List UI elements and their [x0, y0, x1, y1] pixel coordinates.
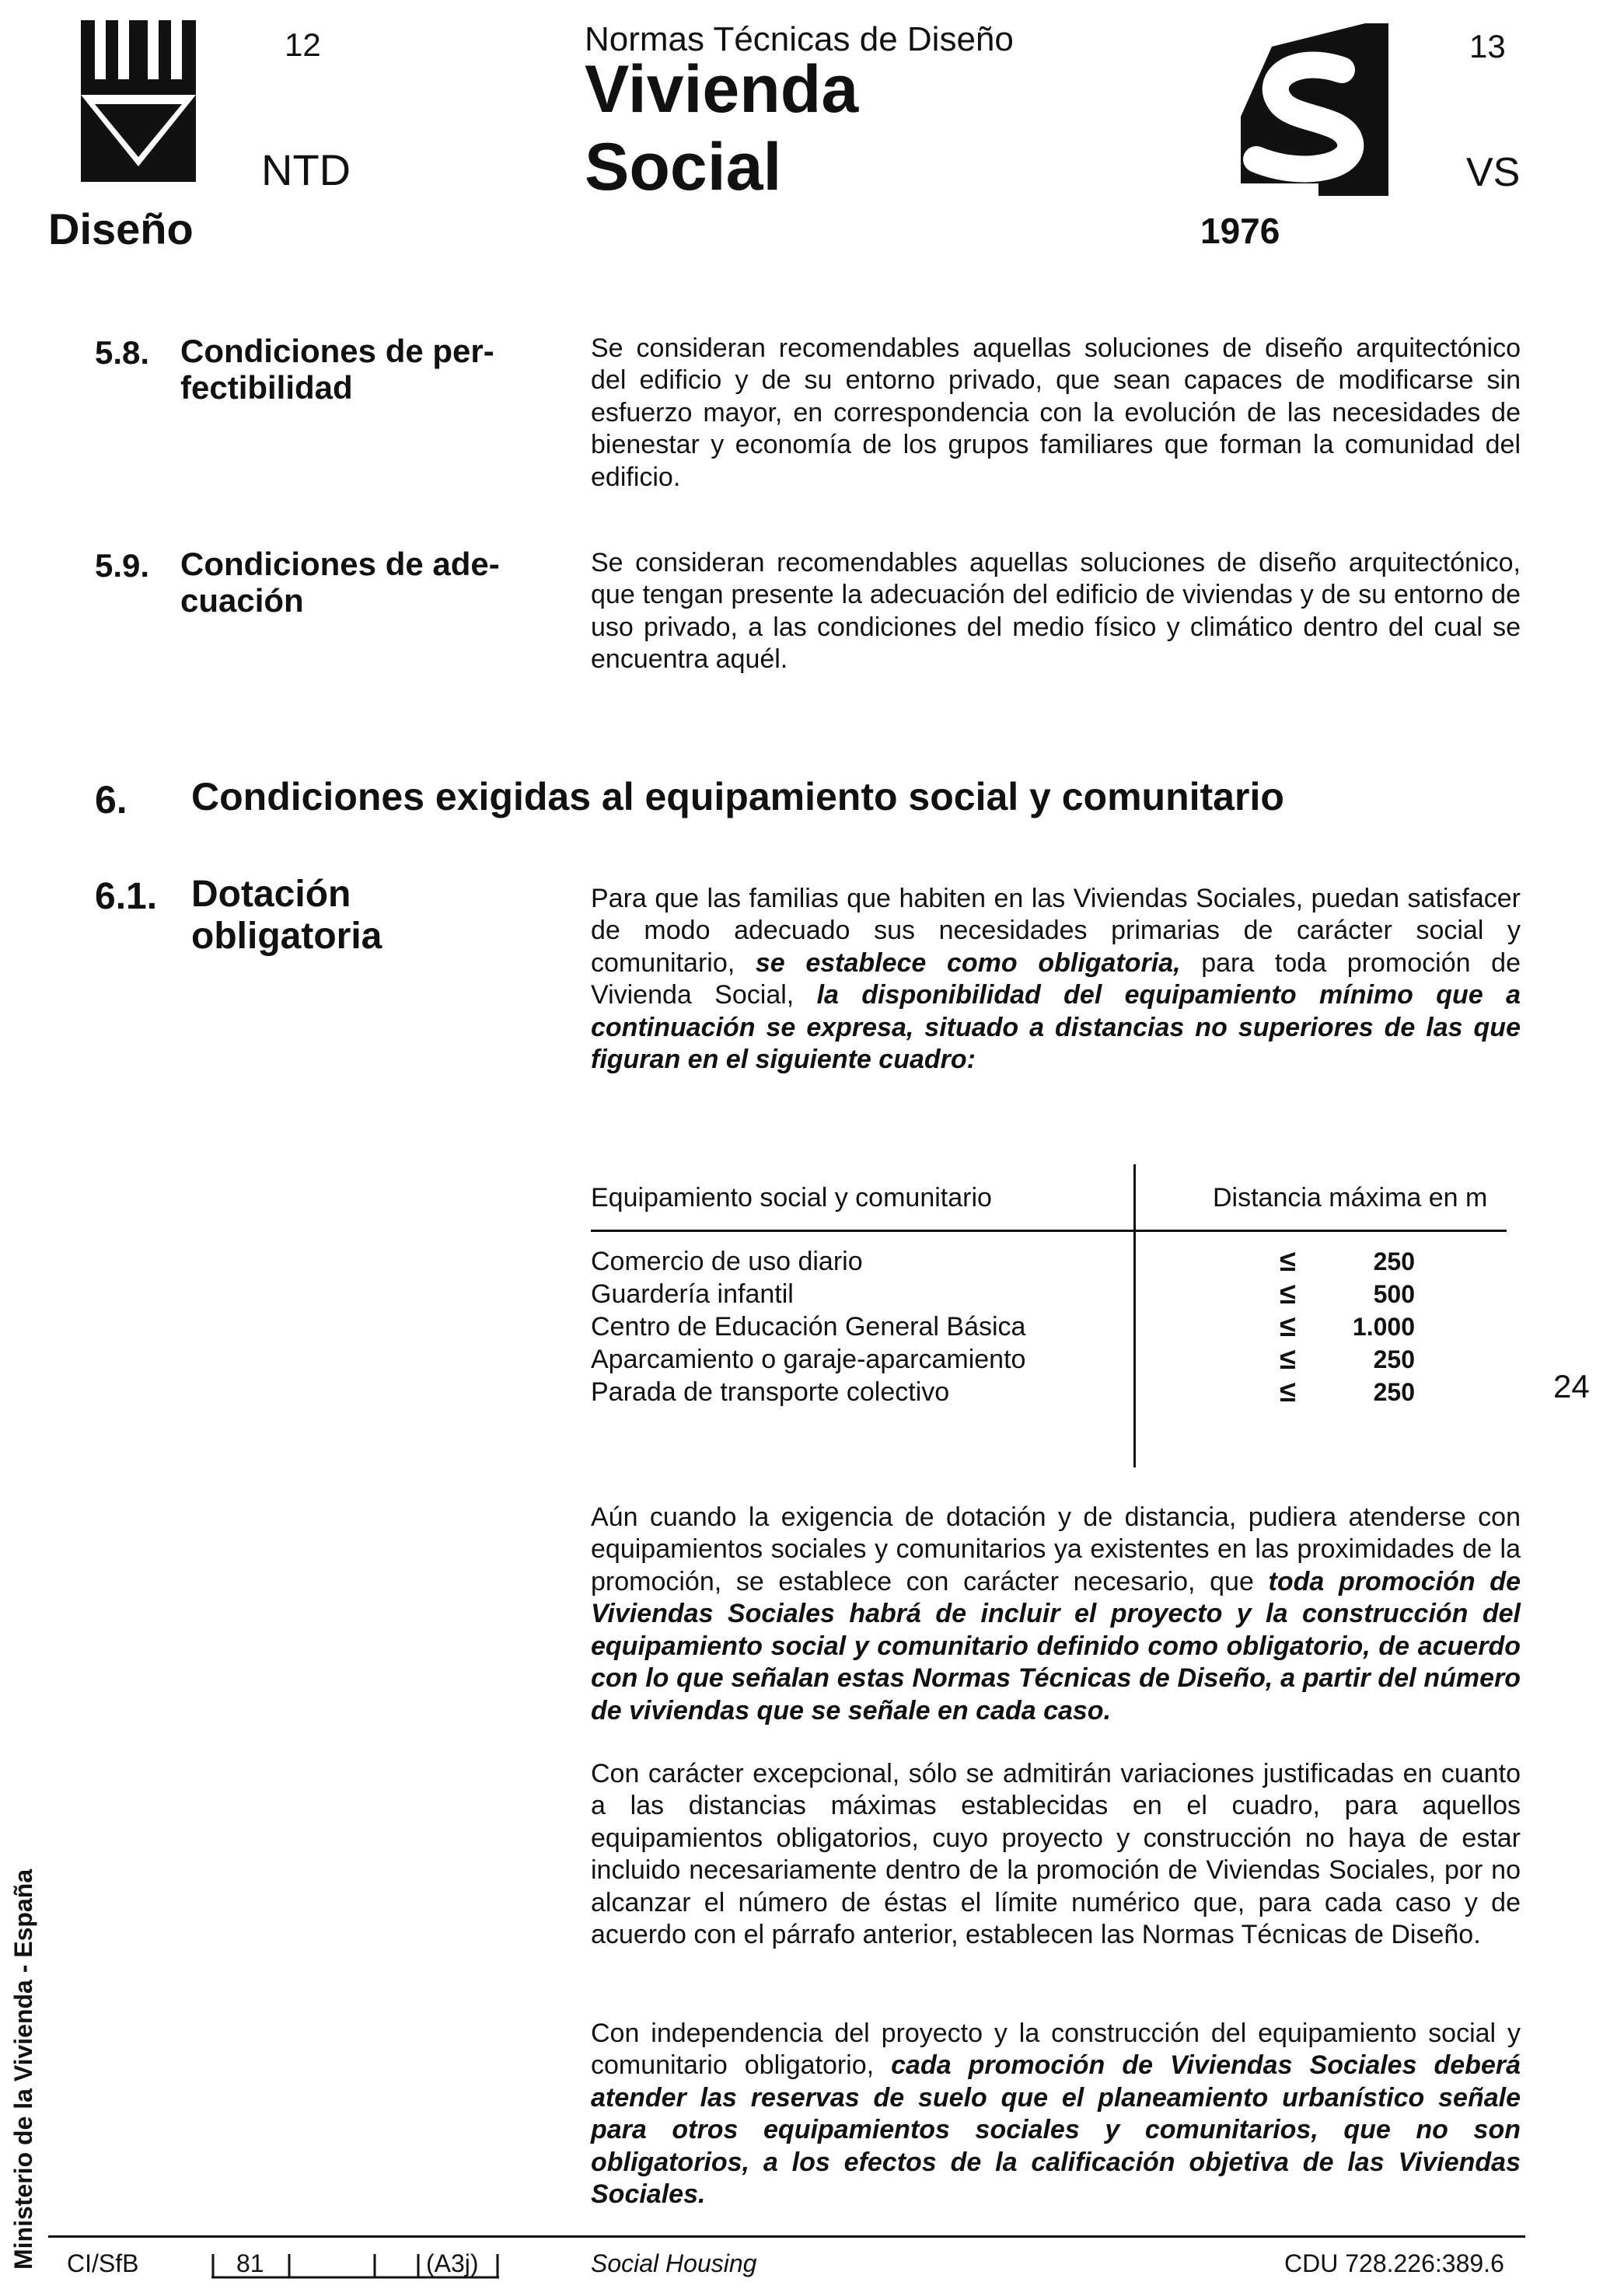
side-page-number: 24 — [1553, 1368, 1590, 1404]
section-5-9-title-line-2: cuación — [180, 582, 304, 619]
section-5-8-number: 5.8. — [95, 334, 150, 371]
table-column-divider — [1133, 1164, 1136, 1467]
paragraph-4 — [591, 2018, 1521, 2211]
document-title-line-1: Vivienda — [585, 52, 859, 127]
section-5-9-body: Se consideran recomendables aquellas soluciones de diseño arquitectónico, que tengan presente la adecuación del edificio de viviendas y de su entorno de uso privado, a las condiciones del medio físico y climático dentro del cual se encuentra aquél. — [591, 548, 1521, 675]
footer-cdu: CDU 728.226:389.6 — [1284, 2249, 1504, 2277]
table-row-operator: ≤ — [1280, 1278, 1296, 1310]
footer-rule — [48, 2235, 1525, 2238]
table-row-operator: ≤ — [1280, 1310, 1296, 1343]
table-row-name: Guardería infantil — [591, 1279, 794, 1309]
ntd-label: NTD — [261, 145, 351, 194]
footer-social-housing: Social Housing — [591, 2249, 757, 2277]
p1-emphasis-b: se establece como obligatoria, — [755, 947, 1181, 978]
section-5-8-title-line-2: fectibilidad — [180, 369, 353, 407]
diseno-label: Diseño — [48, 204, 194, 253]
table-operator-column — [1280, 1245, 1296, 1408]
table-equipment-column — [591, 1245, 1025, 1408]
section-5-8-title-line-1: Condiciones de per- — [180, 333, 494, 369]
footer-cisfb: CI/SfB — [67, 2249, 139, 2277]
footer-code-1: 81 — [236, 2249, 264, 2277]
paragraph-3: Con carácter excepcional, sólo se admitirán variaciones justificadas en cuanto a las distancias máximas establecidas en el cuadro, para aquellos equipamientos obligatorios, cuyo proyecto y construcción no haya de estar incluido necesariamente dentro de la promoción de Viviendas Sociales, por no alcanzar el número de éstas el límite numérico que, para cada caso y de acuerdo con el párrafo anterior, establecen las Normas Técnicas de Diseño. — [591, 1759, 1521, 1950]
vs-label: VS — [1466, 150, 1521, 195]
series-title: Normas Técnicas de Diseño — [585, 20, 1014, 58]
table-row-operator: ≤ — [1280, 1245, 1296, 1278]
footer-code-2: (A3j) — [426, 2249, 479, 2277]
paragraph-2 — [591, 1502, 1521, 1727]
table-row-operator: ≤ — [1280, 1376, 1296, 1408]
table-distance-column — [1322, 1245, 1415, 1408]
table-row-name: Parada de transporte colectivo — [591, 1377, 950, 1407]
table-row-value: 500 — [1373, 1280, 1415, 1308]
document-year: 1976 — [1200, 211, 1280, 251]
section-6-title: Condiciones exigidas al equipamiento social y comunitario — [191, 775, 1284, 818]
table-row-value: 250 — [1373, 1345, 1415, 1373]
section-5-8-body: Se consideran recomendables aquellas soluciones de diseño arquitectónico del edificio y de su entorno privado, que sean capaces de modificarse sin esfuerzo mayor, en correspondencia con la evolución de las necesidades de bienestar y economía de los grupos familiares que forman la comunidad del edificio. — [591, 333, 1521, 492]
table-row-value: 1.000 — [1352, 1313, 1415, 1341]
p1-text-a: Para que las familias que habiten en las Viviendas Sociales, puedan satisfacer de modo adecuado sus necesidades primarias de carácter social y comunitario, — [591, 884, 1521, 978]
p1-text-c: para toda promoción de Vivienda Social, — [591, 947, 1521, 1010]
table-row-operator: ≤ — [1280, 1343, 1296, 1376]
p2-emphasis-b: toda promoción de Viviendas Sociales habrá de incluir el proyecto y la construcción del equipamiento social y comunitario definido como obligatorio, de acuerdo con lo que señalan estas Normas Técnicas de Diseño, a partir del número de viviendas que se señale en cada caso. — [591, 1566, 1521, 1725]
section-6-1-title-line-1: Dotación — [191, 874, 351, 915]
section-5-8-title — [180, 333, 494, 406]
section-6-number: 6. — [95, 778, 127, 822]
ministry-side-label: Ministerio de la Vivienda - España — [9, 1869, 37, 2270]
section-5-9-title — [180, 546, 500, 619]
p4-emphasis-b: cada promoción de Viviendas Sociales deberá atender las reservas de suelo que el planeamiento urbanístico señale para otros equipamientos sociales y comunitarios, que no son obligatorios, a los efectos de la calificación objetiva de las Viviendas Sociales. — [591, 2050, 1521, 2210]
table-row-value: 250 — [1373, 1378, 1415, 1406]
table-header-rule — [591, 1230, 1507, 1232]
document-title-line-2: Social — [585, 130, 782, 204]
vivienda-social-logo — [1225, 23, 1395, 196]
section-6-1-paragraph — [591, 883, 1521, 1076]
section-6-1-title-line-2: obligatoria — [191, 915, 382, 957]
section-5-9-number: 5.9. — [95, 547, 150, 584]
ntd-logo — [81, 20, 196, 182]
p1-emphasis-d: la disponibilidad del equipamiento mínimo que a continuación se expresa, situado a distancias no superiores de las que figuran en el siguiente cuadro: — [591, 980, 1521, 1075]
table-row-name: Aparcamiento o garaje-aparcamiento — [591, 1345, 1026, 1374]
page-number-left: 12 — [285, 26, 321, 63]
section-6-1-number: 6.1. — [95, 876, 158, 917]
p2-text-a: Aún cuando la exigencia de dotación y de distancia, pudiera atenderse con equipamientos sociales y comunitarios ya existentes en las proximidades de la promoción, se establece con carácter necesario, que — [591, 1502, 1521, 1596]
table-row-name: Centro de Educación General Básica — [591, 1312, 1026, 1342]
table-row-value: 250 — [1373, 1247, 1415, 1275]
table-header-equipment: Equipamiento social y comunitario — [591, 1183, 992, 1213]
section-6-1-title — [191, 874, 382, 958]
page-number-right: 13 — [1469, 28, 1506, 65]
table-row-name: Comercio de uso diario — [591, 1247, 863, 1276]
section-5-9-title-line-1: Condiciones de ade- — [180, 546, 500, 582]
p4-text-a: Con independencia del proyecto y la construcción del equipamiento social y comunitario obligatorio, — [591, 2019, 1521, 2081]
table-header-distance: Distancia máxima en m — [1213, 1183, 1488, 1213]
